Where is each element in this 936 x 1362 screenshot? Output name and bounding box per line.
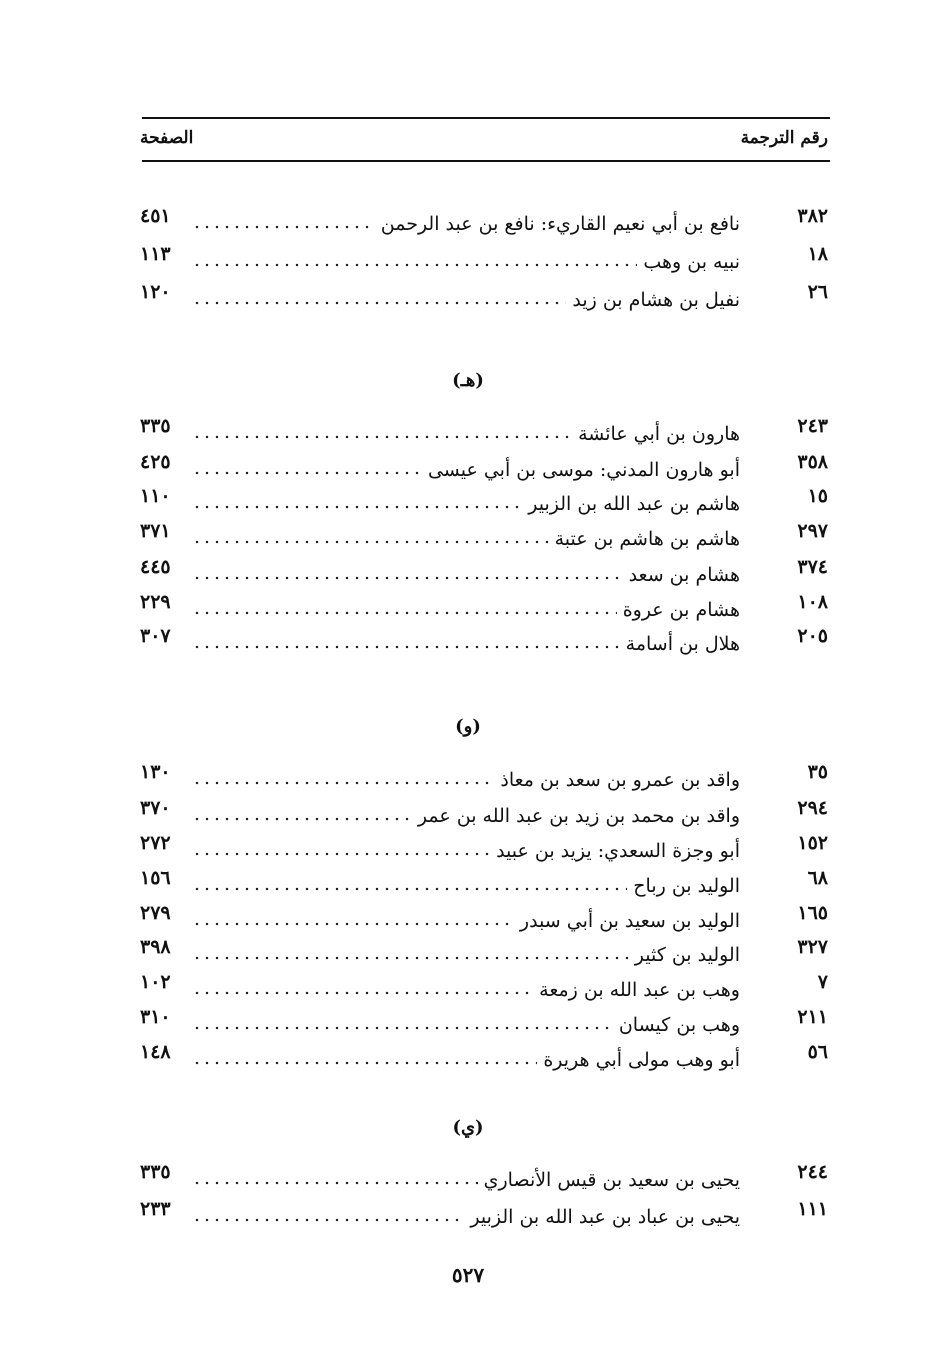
dot-leader — [192, 838, 490, 857]
entry-page: ١١٠ — [140, 485, 171, 507]
entry-name-line — [192, 867, 740, 897]
index-entry — [140, 1006, 828, 1040]
entry-page: ٤٤٥ — [140, 556, 171, 578]
entry-number: ٣٢٧ — [797, 936, 828, 958]
entry-name-line — [192, 485, 740, 515]
index-entry — [140, 1161, 828, 1195]
entry-number: ٢٤٤ — [797, 1161, 828, 1183]
entry-number: ٢٩٤ — [797, 797, 828, 819]
entry-number: ٢١١ — [797, 1006, 828, 1028]
entry-name: أبو هارون المدني: موسى بن أبي عيسى — [427, 459, 740, 481]
dot-leader — [192, 942, 629, 961]
entry-page: ٣٠٧ — [140, 625, 171, 647]
entry-page: ١٤٨ — [140, 1041, 171, 1063]
entry-page: ٢٧٩ — [140, 902, 171, 924]
dot-leader — [192, 1167, 478, 1186]
entry-page: ٣٩٨ — [140, 936, 171, 958]
index-entry — [140, 867, 828, 901]
dot-leader — [192, 287, 566, 306]
dot-leader — [192, 211, 375, 230]
entry-name: واقد بن عمرو بن سعد بن معاذ — [500, 769, 740, 791]
entry-page: ٣٣٥ — [140, 415, 171, 437]
entry-name: هاشم بن عبد الله بن الزبير — [528, 493, 740, 515]
entry-page: ٣٧٠ — [140, 797, 171, 819]
entry-name-line — [192, 1161, 740, 1191]
entry-name-line — [192, 761, 740, 791]
dot-leader — [192, 491, 522, 510]
entry-name: واقد بن محمد بن زيد بن عبد الله بن عمر — [417, 805, 740, 827]
entry-page: ١٢٠ — [140, 281, 171, 303]
entry-name: هارون بن أبي عائشة — [578, 423, 740, 445]
dot-leader — [192, 1047, 537, 1066]
dot-leader — [192, 562, 623, 581]
index-entry — [140, 625, 828, 659]
dot-leader — [192, 597, 617, 616]
index-entry — [140, 520, 828, 554]
entry-name-line — [192, 1198, 740, 1228]
entry-page: ٤٥١ — [140, 205, 171, 227]
page-number: ٥٢٧ — [451, 1263, 485, 1287]
entry-name: الوليد بن سعيد بن أبي سبدر — [519, 910, 740, 932]
entry-name: هشام بن سعد — [628, 564, 740, 586]
dot-leader — [192, 1012, 613, 1031]
entry-name: وهب بن كيسان — [618, 1014, 740, 1036]
entry-name: هاشم بن هاشم بن عتبة — [554, 528, 740, 550]
index-entry — [140, 832, 828, 866]
header-bottom-rule — [142, 160, 830, 162]
entry-name: الوليد بن رباح — [633, 875, 740, 897]
dot-leader — [192, 457, 422, 476]
index-entry — [140, 797, 828, 831]
dot-leader — [192, 631, 620, 650]
entry-name: الوليد بن كثير — [634, 944, 740, 966]
entry-number: ١٦٥ — [797, 902, 828, 924]
index-entry — [140, 1041, 828, 1075]
dot-leader — [192, 767, 494, 786]
section-letter-heading: (هـ) — [452, 370, 484, 391]
entry-number: ١٥٢ — [797, 832, 828, 854]
entry-name-line — [192, 205, 740, 235]
index-entry — [140, 556, 828, 590]
entry-number: ١١١ — [797, 1198, 828, 1220]
entry-page: ٣٧١ — [140, 520, 171, 542]
entry-name-line — [192, 281, 740, 311]
index-entry — [140, 1198, 828, 1232]
section-letter-heading: (و) — [455, 716, 481, 737]
entry-name-line — [192, 936, 740, 966]
entry-name-line — [192, 451, 740, 481]
header-top-rule — [142, 117, 830, 119]
index-entry — [140, 971, 828, 1005]
entry-page: ٢٢٩ — [140, 591, 171, 613]
index-entry — [140, 485, 828, 519]
index-entry — [140, 415, 828, 449]
entry-number: ٢٠٥ — [797, 625, 828, 647]
dot-leader — [192, 977, 533, 996]
entry-page: ٢٧٢ — [140, 832, 171, 854]
dot-leader — [192, 873, 627, 892]
header-page-label: الصفحة — [140, 128, 194, 148]
entry-page: ٢٣٣ — [140, 1198, 171, 1220]
index-entry — [140, 936, 828, 970]
entry-name-line — [192, 556, 740, 586]
entry-name: يحيى بن سعيد بن قيس الأنصاري — [483, 1169, 740, 1191]
entry-name: يحيى بن عباد بن عبد الله بن الزبير — [470, 1206, 740, 1228]
entry-name-line — [192, 520, 740, 550]
dot-leader — [192, 421, 572, 440]
entry-page: ٤٢٥ — [140, 451, 171, 473]
index-entry — [140, 243, 828, 277]
entry-page: ١٣٠ — [140, 761, 171, 783]
index-entry — [140, 281, 828, 315]
index-entry — [140, 451, 828, 485]
entry-name-line — [192, 971, 740, 1001]
header-entry-number-label: رقم الترجمة — [740, 128, 828, 148]
entry-number: ٣٥ — [807, 761, 828, 783]
dot-leader — [192, 526, 549, 545]
entry-number: ١٥ — [807, 485, 828, 507]
entry-page: ١١٣ — [140, 243, 171, 265]
entry-name-line — [192, 591, 740, 621]
entry-name: هلال بن أسامة — [625, 633, 740, 655]
entry-name-line — [192, 797, 740, 827]
entry-name-line — [192, 1041, 740, 1071]
dot-leader — [192, 1204, 464, 1223]
entry-page: ١٥٦ — [140, 867, 171, 889]
entry-number: ٢٦ — [807, 281, 828, 303]
entry-page: ٣٣٥ — [140, 1161, 171, 1183]
entry-name-line — [192, 902, 740, 932]
entry-number: ٣٧٤ — [797, 556, 828, 578]
index-entry — [140, 591, 828, 625]
entry-number: ٣٨٢ — [797, 205, 828, 227]
entry-number: ١٠٨ — [797, 591, 828, 613]
entry-number: ٢٩٧ — [797, 520, 828, 542]
entry-page: ١٠٢ — [140, 971, 171, 993]
entry-page: ٣١٠ — [140, 1006, 171, 1028]
entry-number: ٣٥٨ — [797, 451, 828, 473]
entry-number: ٢٤٣ — [797, 415, 828, 437]
dot-leader — [192, 803, 412, 822]
entry-number: ١٨ — [807, 243, 828, 265]
entry-name-line — [192, 415, 740, 445]
index-entry — [140, 761, 828, 795]
entry-name: نفيل بن هشام بن زيد — [572, 289, 740, 311]
dot-leader — [192, 249, 637, 268]
entry-name-line — [192, 243, 740, 273]
index-entry — [140, 205, 828, 239]
entry-number: ٧ — [817, 971, 828, 993]
entry-name: نبيه بن وهب — [643, 251, 740, 273]
entry-name-line — [192, 832, 740, 862]
entry-name-line — [192, 625, 740, 655]
entry-name: أبو وهب مولى أبي هريرة — [543, 1049, 740, 1071]
index-entry — [140, 902, 828, 936]
dot-leader — [192, 908, 514, 927]
entry-name: وهب بن عبد الله بن زمعة — [539, 979, 740, 1001]
entry-name: أبو وجزة السعدي: يزيد بن عبيد — [496, 840, 740, 862]
section-letter-heading: (ي) — [452, 1117, 484, 1138]
entry-name: هشام بن عروة — [622, 599, 740, 621]
entry-number: ٦٨ — [807, 867, 828, 889]
entry-name-line — [192, 1006, 740, 1036]
entry-number: ٥٦ — [807, 1041, 828, 1063]
entry-name: نافع بن أبي نعيم القاريء: نافع بن عبد الرحمن — [380, 213, 740, 235]
